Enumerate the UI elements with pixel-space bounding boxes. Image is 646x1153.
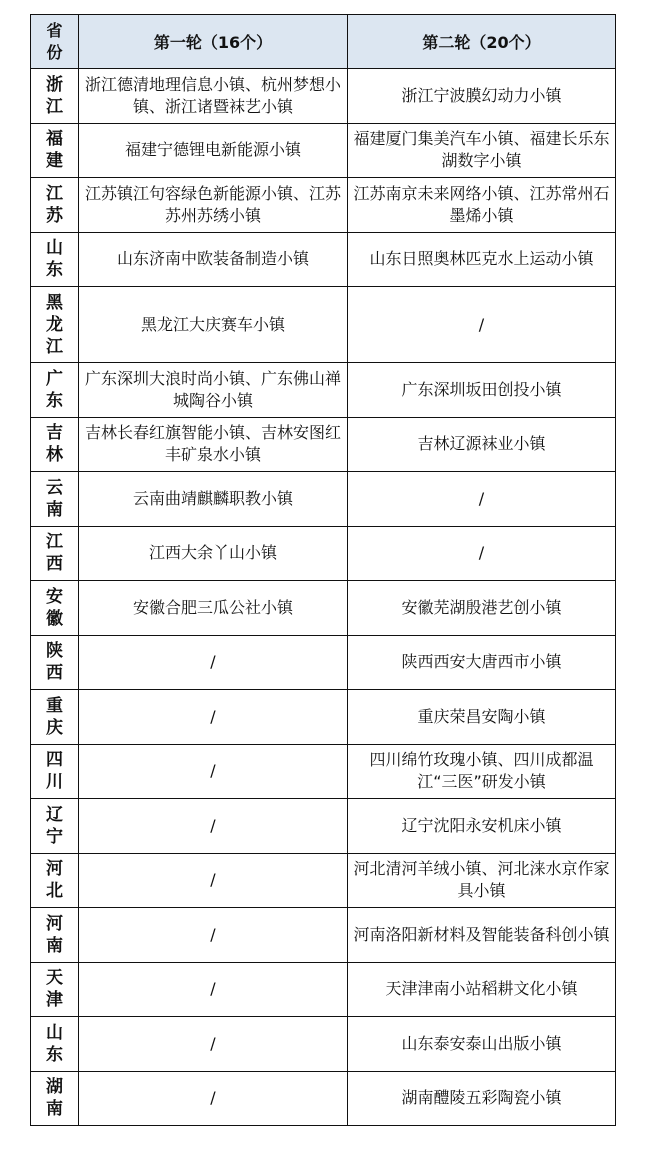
- round1-cell: /: [79, 690, 348, 745]
- round2-cell: 湖南醴陵五彩陶瓷小镇: [348, 1071, 616, 1126]
- header-province: 省份: [31, 15, 79, 69]
- round1-cell: 云南曲靖麒麟职教小镇: [79, 472, 348, 527]
- round2-cell: /: [348, 287, 616, 363]
- round1-cell: 吉林长春红旗智能小镇、吉林安图红丰矿泉水小镇: [79, 417, 348, 472]
- table-row: [31, 287, 616, 363]
- round2-cell: 吉林辽源袜业小镇: [348, 417, 616, 472]
- province-cell: 云南: [31, 472, 79, 527]
- header-row: [31, 15, 616, 69]
- province-cell: 河南: [31, 908, 79, 963]
- round1-cell: /: [79, 1017, 348, 1072]
- province-cell: 吉林: [31, 417, 79, 472]
- table-row: [31, 962, 616, 1017]
- table-row: [31, 853, 616, 908]
- round2-cell: /: [348, 472, 616, 527]
- round2-cell: 重庆荣昌安陶小镇: [348, 690, 616, 745]
- province-cell: 辽宁: [31, 799, 79, 854]
- round2-cell: 四川绵竹玫瑰小镇、四川成都温江“三医”研发小镇: [348, 744, 616, 799]
- round2-cell: 山东泰安泰山出版小镇: [348, 1017, 616, 1072]
- round1-cell: /: [79, 962, 348, 1017]
- round2-cell: 辽宁沈阳永安机床小镇: [348, 799, 616, 854]
- province-cell: 广东: [31, 363, 79, 418]
- round2-cell: 河北清河羊绒小镇、河北涞水京作家具小镇: [348, 853, 616, 908]
- round1-cell: 广东深圳大浪时尚小镇、广东佛山禅城陶谷小镇: [79, 363, 348, 418]
- round1-cell: /: [79, 908, 348, 963]
- table-row: [31, 799, 616, 854]
- province-cell: 湖南: [31, 1071, 79, 1126]
- round1-cell: 江西大余丫山小镇: [79, 526, 348, 581]
- round1-cell: /: [79, 635, 348, 690]
- province-cell: 浙江: [31, 69, 79, 124]
- round1-cell: /: [79, 853, 348, 908]
- province-cell: 福建: [31, 123, 79, 178]
- round1-cell: 安徽合肥三瓜公社小镇: [79, 581, 348, 636]
- province-cell: 江苏: [31, 178, 79, 233]
- table-row: [31, 417, 616, 472]
- towns-table-container: [30, 14, 615, 1126]
- table-body: [31, 69, 616, 1126]
- province-cell: 安徽: [31, 581, 79, 636]
- round1-cell: 浙江德清地理信息小镇、杭州梦想小镇、浙江诸暨袜艺小镇: [79, 69, 348, 124]
- round2-cell: 浙江宁波膜幻动力小镇: [348, 69, 616, 124]
- table-header: [31, 15, 616, 69]
- round2-cell: 安徽芜湖殷港艺创小镇: [348, 581, 616, 636]
- province-cell: 天津: [31, 962, 79, 1017]
- table-row: [31, 908, 616, 963]
- round2-cell: 福建厦门集美汽车小镇、福建长乐东湖数字小镇: [348, 123, 616, 178]
- round1-cell: /: [79, 1071, 348, 1126]
- round1-cell: 山东济南中欧装备制造小镇: [79, 232, 348, 287]
- round1-cell: 福建宁德锂电新能源小镇: [79, 123, 348, 178]
- table-row: [31, 526, 616, 581]
- province-cell: 黑龙江: [31, 287, 79, 363]
- table-row: [31, 363, 616, 418]
- table-row: [31, 472, 616, 527]
- round2-cell: 江苏南京未来网络小镇、江苏常州石墨烯小镇: [348, 178, 616, 233]
- round2-cell: 陕西西安大唐西市小镇: [348, 635, 616, 690]
- table-row: [31, 1071, 616, 1126]
- table-row: [31, 123, 616, 178]
- province-cell: 四川: [31, 744, 79, 799]
- characteristic-towns-table: [30, 14, 616, 1126]
- province-cell: 山东: [31, 232, 79, 287]
- table-row: [31, 232, 616, 287]
- table-row: [31, 635, 616, 690]
- round2-cell: 天津津南小站稻耕文化小镇: [348, 962, 616, 1017]
- round2-cell: /: [348, 526, 616, 581]
- table-row: [31, 744, 616, 799]
- table-row: [31, 178, 616, 233]
- province-cell: 河北: [31, 853, 79, 908]
- round2-cell: 河南洛阳新材料及智能装备科创小镇: [348, 908, 616, 963]
- round1-cell: 江苏镇江句容绿色新能源小镇、江苏苏州苏绣小镇: [79, 178, 348, 233]
- table-row: [31, 581, 616, 636]
- province-cell: 重庆: [31, 690, 79, 745]
- table-row: [31, 1017, 616, 1072]
- round2-cell: 广东深圳坂田创投小镇: [348, 363, 616, 418]
- province-cell: 陕西: [31, 635, 79, 690]
- header-round2: 第二轮（20个）: [348, 15, 616, 69]
- table-row: [31, 690, 616, 745]
- table-row: [31, 69, 616, 124]
- province-cell: 江西: [31, 526, 79, 581]
- round1-cell: 黑龙江大庆赛车小镇: [79, 287, 348, 363]
- round1-cell: /: [79, 799, 348, 854]
- header-round1: 第一轮（16个）: [79, 15, 348, 69]
- province-cell: 山东: [31, 1017, 79, 1072]
- round1-cell: /: [79, 744, 348, 799]
- round2-cell: 山东日照奥林匹克水上运动小镇: [348, 232, 616, 287]
